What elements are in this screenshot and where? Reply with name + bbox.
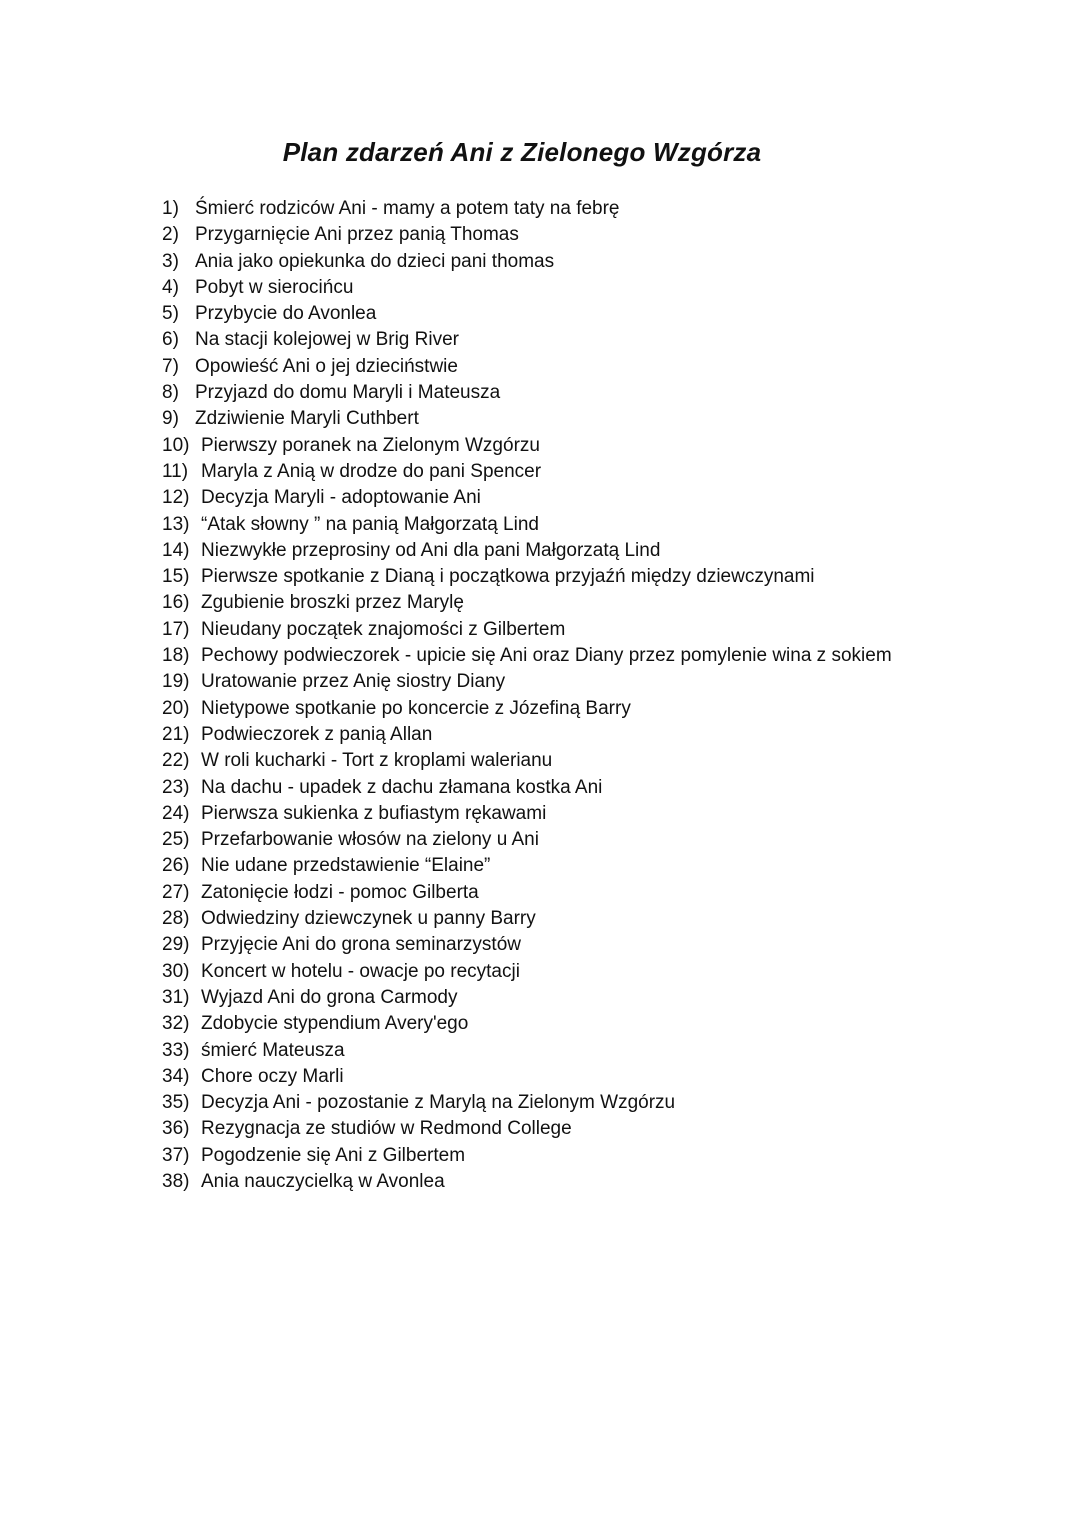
list-item-text: Pechowy podwieczorek - upicie się Ani oraz Diany przez pomylenie wina z sokiem (201, 645, 892, 667)
list-item-number: 12) (162, 487, 190, 509)
list-item (162, 643, 1042, 669)
list-item-number: 33) (162, 1039, 190, 1061)
list-item (162, 249, 1042, 275)
list-item-text: Opowieść Ani o jej dzieciństwie (195, 355, 458, 377)
list-item (162, 538, 1042, 564)
list-item-number: 20) (162, 697, 190, 719)
list-item (162, 959, 1042, 985)
list-item (162, 485, 1042, 511)
list-item-text: Przyjęcie Ani do grona seminarzystów (201, 934, 521, 956)
list-item (162, 301, 1042, 327)
list-item-number: 29) (162, 934, 190, 956)
list-item (162, 1169, 1042, 1195)
list-item-text: Pierwszy poranek na Zielonym Wzgórzu (201, 434, 540, 456)
list-item-text: Podwieczorek z panią Allan (201, 723, 433, 745)
list-item-number: 9) (162, 408, 179, 430)
list-item-number: 16) (162, 592, 190, 614)
list-item-number: 18) (162, 645, 190, 667)
list-item-text: Wyjazd Ani do grona Carmody (201, 986, 458, 1008)
list-item-number: 6) (162, 329, 179, 351)
list-item-text: Niezwykłe przeprosiny od Ani dla pani Małgorzatą Lind (201, 539, 661, 561)
list-item (162, 354, 1042, 380)
list-item-text: Decyzja Maryli - adoptowanie Ani (201, 487, 481, 509)
document-title: Plan zdarzeń Ani z Zielonego Wzgórza (282, 137, 762, 167)
list-item-text: Decyzja Ani - pozostanie z Marylą na Zielonym Wzgórzu (201, 1092, 676, 1114)
list-item-text: Pogodzenie się Ani z Gilbertem (201, 1144, 466, 1166)
list-item-text: Rezygnacja ze studiów w Redmond College (201, 1118, 572, 1140)
list-item-number: 37) (162, 1144, 190, 1166)
list-item-text: Uratowanie przez Anię siostry Diany (201, 671, 506, 693)
list-item (162, 617, 1042, 643)
list-item-number: 30) (162, 960, 190, 982)
list-item-text: “Atak słowny ” na panią Małgorzatą Lind (201, 513, 539, 535)
list-item (162, 1143, 1042, 1169)
list-item (162, 748, 1042, 774)
list-item (162, 564, 1042, 590)
list-item-text: śmierć Mateusza (201, 1039, 345, 1061)
list-item-number: 21) (162, 723, 190, 745)
list-item-number: 19) (162, 671, 190, 693)
list-item-number: 36) (162, 1118, 190, 1140)
list-item-number: 11) (162, 460, 189, 482)
list-item (162, 512, 1042, 538)
list-item-number: 31) (162, 986, 190, 1008)
event-plan-list (162, 196, 1042, 1195)
list-item-text: Na stacji kolejowej w Brig River (195, 329, 459, 351)
list-item-text: Nie udane przedstawienie “Elaine” (201, 855, 491, 877)
list-item-text: Śmierć rodziców Ani - mamy a potem taty na febrę (195, 198, 620, 219)
list-item-text: Zgubienie broszki przez Marylę (201, 592, 464, 614)
list-item-number: 17) (162, 618, 190, 640)
list-item-text: Nieudany początek znajomości z Gilbertem (201, 618, 566, 640)
list-item (162, 1116, 1042, 1142)
list-item (162, 222, 1042, 248)
list-item (162, 275, 1042, 301)
list-item (162, 696, 1042, 722)
list-item-text: Ania nauczycielką w Avonlea (201, 1170, 445, 1192)
list-item (162, 459, 1042, 485)
list-item-text: Pierwsze spotkanie z Dianą i początkowa przyjaźń między dziewczynami (201, 566, 815, 588)
list-item-text: Przygarnięcie Ani przez panią Thomas (195, 224, 519, 246)
list-item (162, 1011, 1042, 1037)
list-item-text: Przefarbowanie włosów na zielony u Ani (201, 829, 539, 851)
list-item-number: 14) (162, 539, 190, 561)
list-item (162, 327, 1042, 353)
list-item-number: 4) (162, 276, 179, 298)
list-item-number: 2) (162, 224, 179, 246)
list-item-number: 38) (162, 1170, 190, 1192)
list-item (162, 801, 1042, 827)
list-item-number: 1) (162, 198, 179, 219)
list-item-text: Nietypowe spotkanie po koncercie z Józefiną Barry (201, 697, 631, 719)
list-item-text: Przyjazd do domu Maryli i Mateusza (195, 382, 501, 404)
list-item (162, 1090, 1042, 1116)
list-item-number: 23) (162, 776, 190, 798)
list-item-text: Zdziwienie Maryli Cuthbert (195, 408, 419, 430)
list-item (162, 932, 1042, 958)
list-item (162, 880, 1042, 906)
list-item-text: Na dachu - upadek z dachu złamana kostka Ani (201, 776, 603, 798)
list-item-number: 32) (162, 1013, 190, 1035)
list-item (162, 906, 1042, 932)
list-item-text: Przybycie do Avonlea (195, 303, 377, 325)
list-item-text: Zatonięcie łodzi - pomoc Gilberta (201, 881, 479, 903)
list-item-text: Chore oczy Marli (201, 1065, 344, 1087)
list-item (162, 669, 1042, 695)
list-item-number: 24) (162, 802, 190, 824)
list-item (162, 985, 1042, 1011)
list-item-number: 35) (162, 1092, 190, 1114)
list-item-number: 10) (162, 434, 190, 456)
list-item-number: 15) (162, 566, 190, 588)
list-item (162, 775, 1042, 801)
list-item (162, 433, 1042, 459)
list-item-number: 3) (162, 250, 179, 272)
list-item-text: Maryla z Anią w drodze do pani Spencer (201, 460, 542, 482)
list-item-text: W roli kucharki - Tort z kroplami walerianu (201, 750, 553, 772)
list-item-text: Pobyt w sierocińcu (195, 276, 354, 298)
list-item-number: 27) (162, 881, 190, 903)
list-item (162, 406, 1042, 432)
list-item-number: 7) (162, 355, 179, 377)
list-item-text: Koncert w hotelu - owacje po recytacji (201, 960, 520, 982)
list-item-number: 5) (162, 303, 179, 325)
list-item (162, 380, 1042, 406)
list-item-number: 8) (162, 382, 179, 404)
list-item (162, 853, 1042, 879)
list-item-text: Zdobycie stypendium Avery'ego (201, 1013, 469, 1035)
list-item-text: Pierwsza sukienka z bufiastym rękawami (201, 802, 547, 824)
list-item (162, 196, 1042, 222)
list-item-number: 28) (162, 908, 190, 930)
list-item-number: 34) (162, 1065, 190, 1087)
list-item-number: 25) (162, 829, 190, 851)
list-item (162, 827, 1042, 853)
list-item (162, 1038, 1042, 1064)
list-item-number: 26) (162, 855, 190, 877)
list-item (162, 722, 1042, 748)
list-item (162, 590, 1042, 616)
list-item-number: 22) (162, 750, 190, 772)
list-item-text: Odwiedziny dziewczynek u panny Barry (201, 908, 536, 930)
list-item (162, 1064, 1042, 1090)
list-item-number: 13) (162, 513, 190, 535)
list-item-text: Ania jako opiekunka do dzieci pani thomas (195, 250, 555, 272)
